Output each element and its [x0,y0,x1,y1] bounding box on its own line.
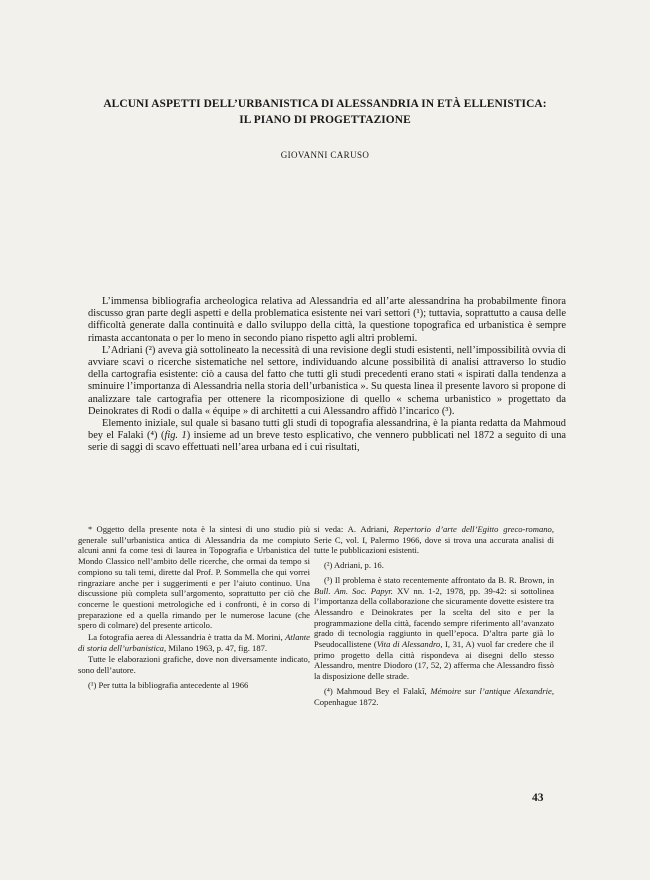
footnote-4-title: Mémoire sur l’antique Alexandrie [430,685,552,696]
article-title [60,96,590,128]
footnote-star: * Oggetto della presente nota è la sintesi di uno studio più generale sull’urbanistica antica di Alessandria da me compiuto alcuni anni fa come tesi di laurea in Topografia e Urbanistica del Mondo Classico nell’ambito delle ricerche, che ormai da tempo si compiono su tali temi, dirette dal Prof. P. Sommella che qui vorrei ringraziare anche per i suggerimenti e per l’aiuto continuo. Una discussione più completa sull’argomento, soprattutto per ciò che concerne le questioni metrologiche ed i confronti, è in corso di preparazione ed a quella rimando per le numerose lacune (che spero di colmare) del presente articolo. [78,524,310,631]
footnote-3-work: Vita di Alessandro [376,639,441,650]
footnote-3-text-b: XV nn. 1-2, 1978, pp. 39-42: si sottolinea l’importanza della collaborazione che sicuramente dovette esistere tra Alessandro e Deinokrates per la scelta del sito e per la programmazione della città, facendo sempre riferimento all’avanzato grado di tecnologia raggiunto in quell’epoca. D’altra parte già lo Pseudocallistene ( [314,585,554,650]
footnote-1-text-b: , Serie C, vol. I, Palermo 1966, dove si trova una accurata analisi di tutte le pubblicazioni esistenti. [314,524,554,556]
footnote-4-text-b: , Copenhague 1872. [314,685,554,707]
footnote-photo-title: Atlante di storia dell’urbanistica [78,632,310,653]
figure-reference: fig. 1 [164,430,187,442]
footnote-photo-text-b: , Milano 1963, p. 47, fig. 187. [163,642,268,653]
footnote-1-title: Repertorio d’arte dell’Egitto greco-romano [393,524,552,534]
author-name: GIOVANNI CARUSO [280,150,370,160]
footnote-1-continued [314,524,554,556]
body-paragraph-3 [88,418,566,455]
title-line-2: IL PIANO DI PROGETTAZIONE [239,114,411,126]
footnotes-left-column [78,524,310,692]
page-number: 43 [532,792,544,804]
footnote-3 [314,575,554,682]
footnotes-right-column [314,524,554,708]
body-paragraph-2: L’Adriani (²) aveva già sottolineato la necessità di una revisione degli studi esistenti, nell’impossibilità ovvia di avviare scavi o ricerche sistematiche nel settore, individuando alcune possibilità di analisi attraverso lo studio della cartografia esistente: ciò a causa del fatto che tutti gli studi precedenti erano stati « ispirati dalla tendenza a sminuire l’importanza di Alessandria nella storia dell’urbanistica ». Su questa linea il presente lavoro si propone di analizzare tale cartografia per ottenere la ricomposizione di quello « schema urbanistico » progettato da Deinokrates di Rodi o dalla « équipe » di architetti a cui Alessandro affidò l’incarico (³). [88,344,566,417]
footnote-2: (²) Adriani, p. 16. [324,560,384,571]
footnote-graphics-credit: Tutte le elaborazioni grafiche, dove non diversamente indicato, sono dell’autore. [78,654,310,676]
footnote-3-text-a: (³) Il problema è stato recentemente affrontato da B. R. Brown, in [324,574,554,585]
footnote-1-text-a: si veda: A. Adriani, [314,524,394,534]
footnote-3-journal: Bull. Am. Soc. Papyr. [314,585,393,596]
footnote-3-text-c: , I, 31, A) vuol far credere che il primo progetto della città rispondeva ai disegni dello stesso Alessandro, mentre Diodoro (17, 52, 2) afferma che Alessandro fissò la disposizione delle strade. [314,639,554,682]
article-body [88,296,566,455]
body-p3-text-b: ) insieme ad un breve testo esplicativo, che vennero pubblicati nel 1872 a seguito di una serie di saggi di scavo effettuati nell’area urbana ed i cui risultati, [88,430,566,454]
body-p3-text-a: Elemento iniziale, sul quale si basano tutti gli studi di topografia alessandrina, è la pianta redatta da Mahmoud bey el Falaki (⁴) ( [88,418,566,442]
body-paragraph-1: L’immensa bibliografia archeologica relativa ad Alessandria ed all’arte alessandrina ha probabilmente finora discusso gran parte degli aspetti e della problematica esistente nei vari settori (¹); tuttavia, soprattutto a causa delle difficoltà generate dalla continuità e dallo sviluppo della città, la questione topografica ed urbanistica è sempre rimasta accantonata o per lo meno in secondo piano rispetto agli altri problemi. [88,296,566,344]
title-line-1: ALCUNI ASPETTI DELL’URBANISTICA DI ALESSANDRIA IN ETÀ ELLENISTICA: [103,98,547,110]
footnote-photo-credit [78,632,310,653]
footnote-4-text-a: (⁴) Mahmoud Bey el Falakî, [324,685,431,696]
footnote-4 [314,686,554,707]
footnote-photo-text-a: La fotografia aerea di Alessandria è tratta da M. Morini, [88,632,286,643]
footnote-1: (¹) Per tutta la bibliografia antecedente al 1966 [88,679,249,690]
